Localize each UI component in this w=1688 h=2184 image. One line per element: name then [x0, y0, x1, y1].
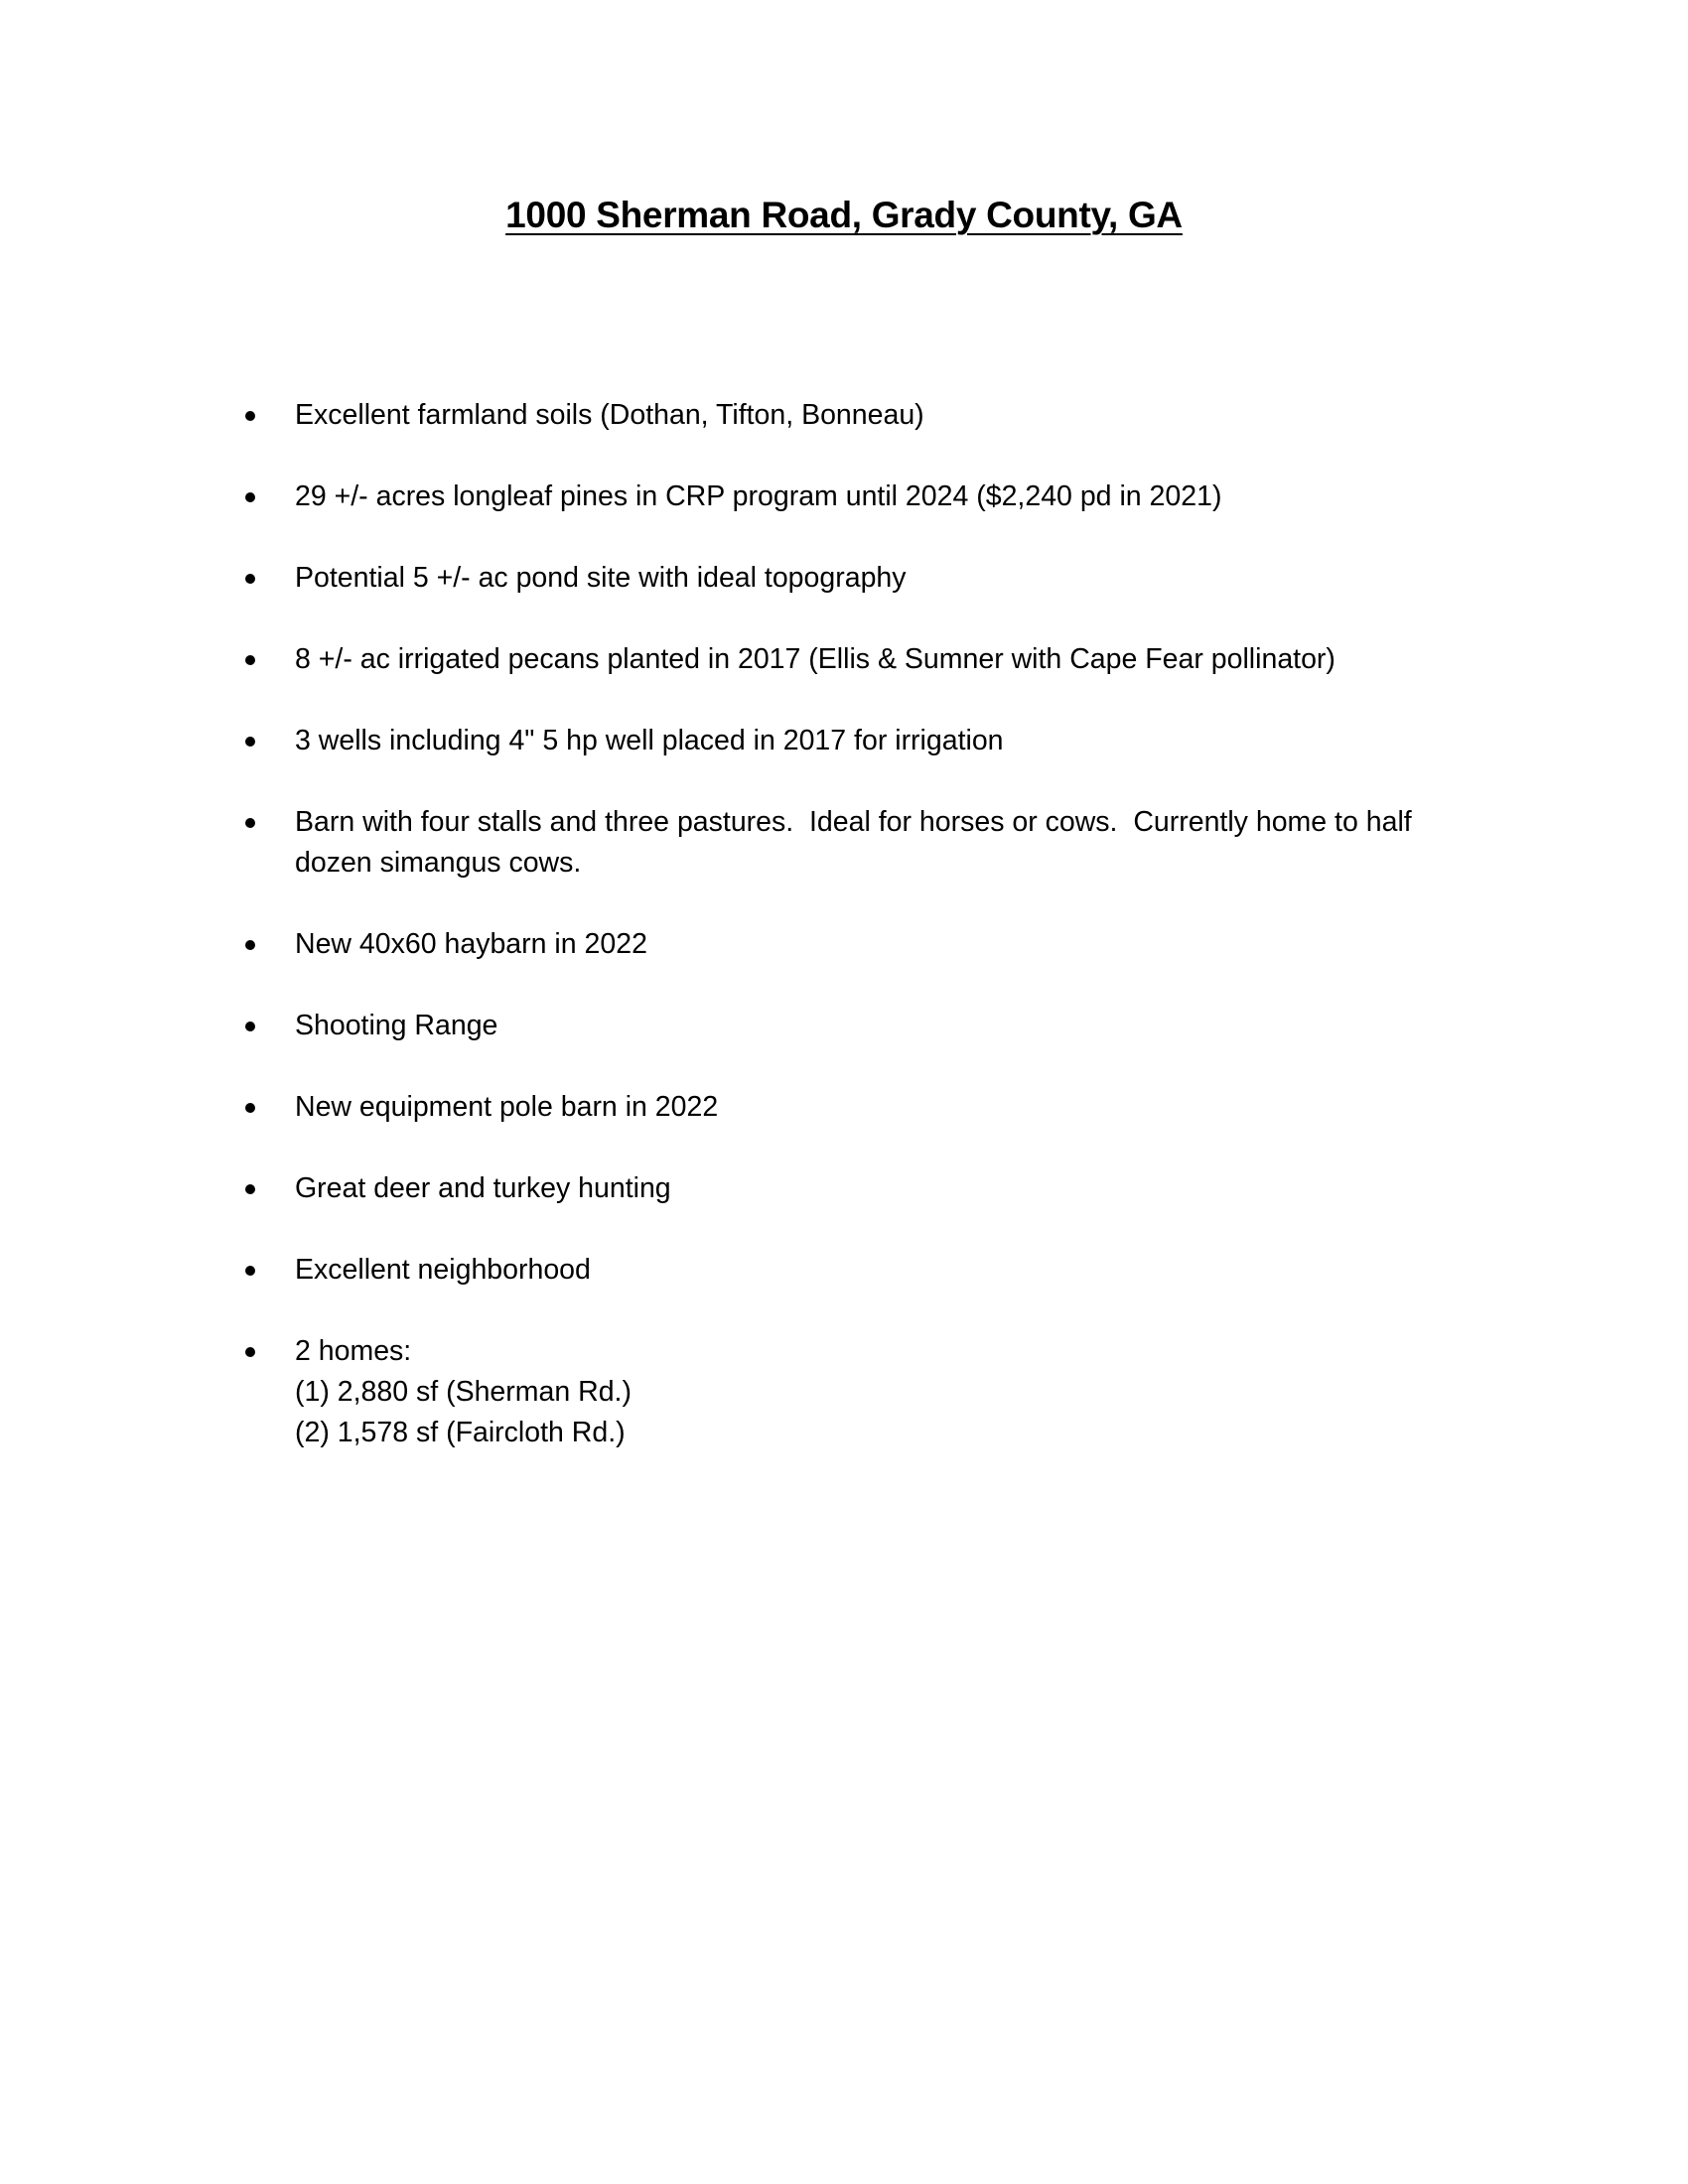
list-item-text: Barn with four stalls and three pastures. Ideal for horses or cows. Currently home to half dozen simangus cows.: [295, 806, 1420, 879]
list-item: [0, 1250, 1688, 1291]
bullet-icon: [245, 411, 255, 421]
list-item-text: Potential 5 +/- ac pond site with ideal topography: [295, 562, 907, 594]
bullet-icon: [245, 655, 255, 665]
bullet-icon: [245, 492, 255, 502]
list-item: [0, 802, 1688, 884]
list-item-text: Shooting Range: [295, 1010, 498, 1041]
list-item: [0, 721, 1688, 761]
bullet-icon: [245, 737, 255, 747]
list-item: [0, 639, 1688, 680]
feature-list: [0, 395, 1688, 1494]
list-item-text: 2 homes:: [295, 1335, 412, 1367]
document-title: 1000 Sherman Road, Grady County, GA: [505, 195, 1183, 235]
list-item-text: 29 +/- acres longleaf pines in CRP program until 2024 ($2,240 pd in 2021): [295, 480, 1222, 512]
bullet-icon: [245, 1266, 255, 1276]
list-item-text: Great deer and turkey hunting: [295, 1172, 671, 1204]
list-item: [0, 1087, 1688, 1128]
bullet-icon: [245, 1184, 255, 1194]
list-item-text: 8 +/- ac irrigated pecans planted in 2017 (Ellis & Sumner with Cape Fear pollinator): [295, 643, 1336, 675]
list-item-text: Excellent farmland soils (Dothan, Tifton, Bonneau): [295, 399, 924, 431]
bullet-icon: [245, 1103, 255, 1113]
home-detail: (2) 1,578 sf (Faircloth Rd.): [295, 1417, 626, 1448]
list-item: [0, 1006, 1688, 1046]
list-item: [0, 924, 1688, 965]
list-item: [0, 477, 1688, 517]
bullet-icon: [245, 818, 255, 828]
list-item-text: 3 wells including 4" 5 hp well placed in 2017 for irrigation: [295, 725, 1004, 756]
bullet-icon: [245, 1022, 255, 1031]
list-item-text: New equipment pole barn in 2022: [295, 1091, 719, 1123]
list-item: [0, 558, 1688, 599]
home-detail: (1) 2,880 sf (Sherman Rd.): [295, 1376, 632, 1408]
list-item-text: Excellent neighborhood: [295, 1254, 591, 1286]
list-item: [0, 395, 1688, 436]
bullet-icon: [245, 1347, 255, 1357]
list-item: [0, 1331, 1688, 1453]
bullet-icon: [245, 574, 255, 584]
list-item-text: New 40x60 haybarn in 2022: [295, 928, 647, 960]
list-item: [0, 1168, 1688, 1209]
bullet-icon: [245, 940, 255, 950]
